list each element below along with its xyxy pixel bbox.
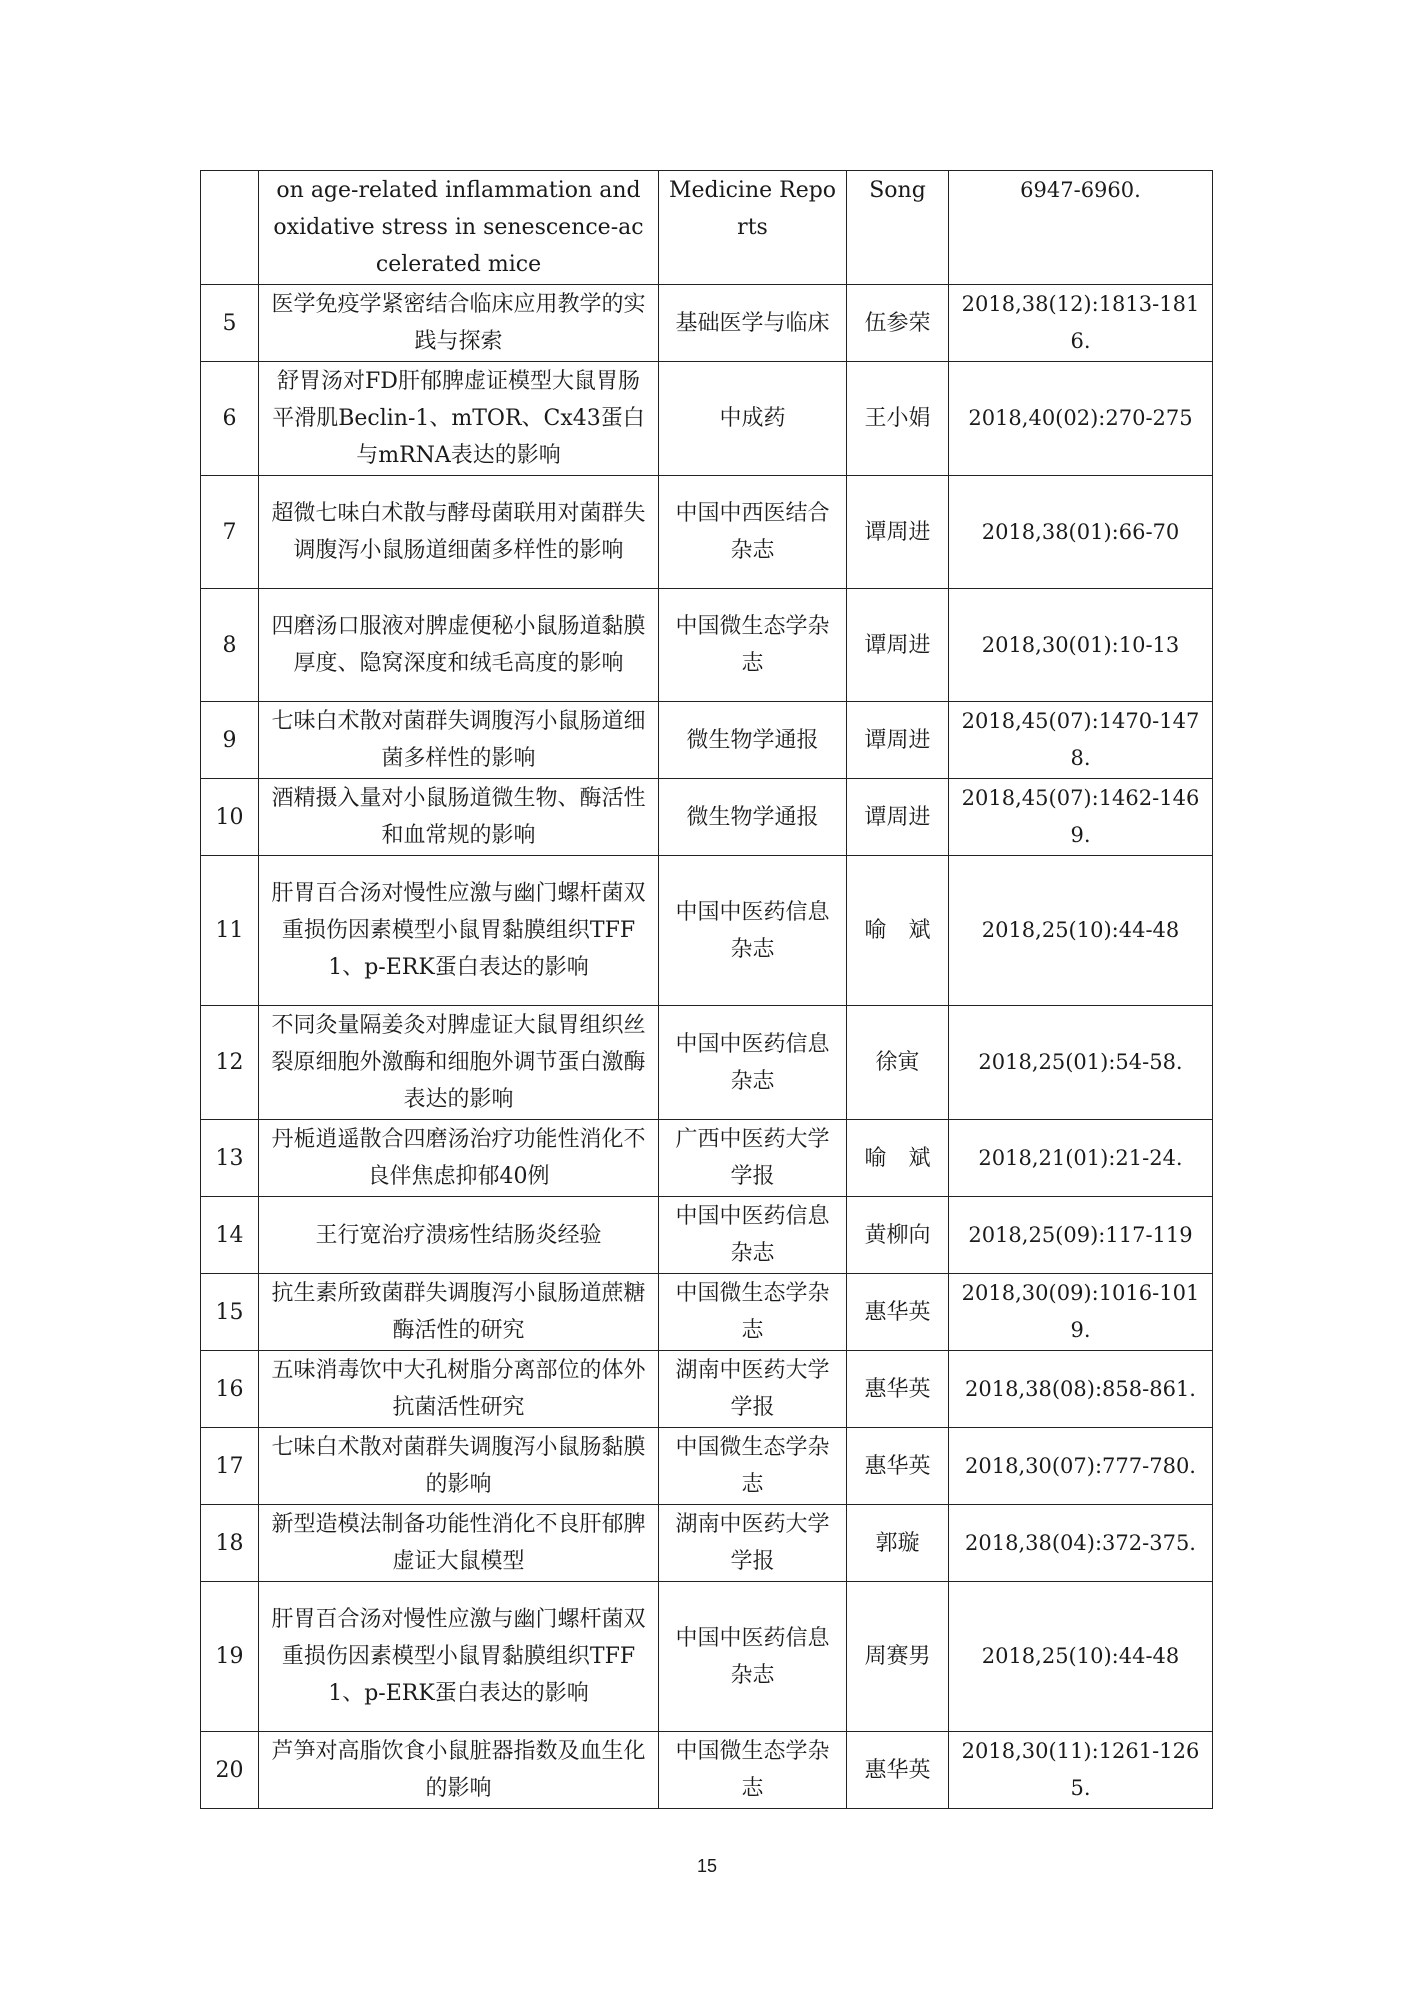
row-number	[201, 171, 259, 285]
citation: 2018,30(07):777-780.	[949, 1428, 1213, 1505]
author-name: 谭周进	[847, 476, 949, 589]
citation: 2018,40(02):270-275	[949, 362, 1213, 476]
page-number: 15	[696, 1856, 718, 1876]
table-row	[201, 285, 1213, 362]
table-row	[201, 1351, 1213, 1428]
paper-title: 酒精摄入量对小鼠肠道微生物、酶活性和血常规的影响	[259, 779, 659, 856]
citation: 2018,30(01):10-13	[949, 589, 1213, 702]
paper-title: 王行宽治疗溃疡性结肠炎经验	[259, 1197, 659, 1274]
journal-name: 中国微生态学杂志	[659, 1732, 847, 1809]
row-number: 9	[201, 702, 259, 779]
author-name: 谭周进	[847, 779, 949, 856]
row-number: 11	[201, 856, 259, 1006]
table-row	[201, 856, 1213, 1006]
journal-name: 湖南中医药大学学报	[659, 1351, 847, 1428]
row-number: 7	[201, 476, 259, 589]
journal-name: Medicine Reports	[659, 171, 847, 285]
paper-title: 不同灸量隔姜灸对脾虚证大鼠胃组织丝裂原细胞外激酶和细胞外调节蛋白激酶表达的影响	[259, 1006, 659, 1120]
table-row	[201, 1006, 1213, 1120]
row-number: 15	[201, 1274, 259, 1351]
row-number: 8	[201, 589, 259, 702]
paper-title: 医学免疫学紧密结合临床应用教学的实践与探索	[259, 285, 659, 362]
row-number: 14	[201, 1197, 259, 1274]
journal-name: 中成药	[659, 362, 847, 476]
table-row	[201, 476, 1213, 589]
table-row	[201, 702, 1213, 779]
citation: 2018,21(01):21-24.	[949, 1120, 1213, 1197]
paper-title: 肝胃百合汤对慢性应激与幽门螺杆菌双重损伤因素模型小鼠胃黏膜组织TFF1、p-ERK蛋白表达的影响	[259, 1582, 659, 1732]
author-name: 谭周进	[847, 589, 949, 702]
author-name: 伍参荣	[847, 285, 949, 362]
table-row	[201, 1274, 1213, 1351]
row-number: 20	[201, 1732, 259, 1809]
table-row	[201, 171, 1213, 285]
paper-title: 五味消毒饮中大孔树脂分离部位的体外抗菌活性研究	[259, 1351, 659, 1428]
journal-name: 中国微生态学杂志	[659, 589, 847, 702]
author-name: 郭璇	[847, 1505, 949, 1582]
row-number: 10	[201, 779, 259, 856]
row-number: 17	[201, 1428, 259, 1505]
journal-name: 中国中医药信息杂志	[659, 1006, 847, 1120]
paper-title: 芦笋对高脂饮食小鼠脏器指数及血生化的影响	[259, 1732, 659, 1809]
citation: 2018,38(01):66-70	[949, 476, 1213, 589]
table-row	[201, 1120, 1213, 1197]
author-name: 惠华英	[847, 1428, 949, 1505]
journal-name: 中国中医药信息杂志	[659, 1582, 847, 1732]
row-number: 13	[201, 1120, 259, 1197]
row-number: 5	[201, 285, 259, 362]
journal-name: 微生物学通报	[659, 779, 847, 856]
author-name: 喻 斌	[847, 1120, 949, 1197]
citation: 2018,25(01):54-58.	[949, 1006, 1213, 1120]
author-name: 周赛男	[847, 1582, 949, 1732]
table-row	[201, 1428, 1213, 1505]
paper-title: 超微七味白术散与酵母菌联用对菌群失调腹泻小鼠肠道细菌多样性的影响	[259, 476, 659, 589]
citation: 2018,30(11):1261-1265.	[949, 1732, 1213, 1809]
paper-title: on age-related inflammation and oxidative stress in senescence-accelerated mice	[259, 171, 659, 285]
citation: 2018,45(07):1470-1478.	[949, 702, 1213, 779]
author-name: Song	[847, 171, 949, 285]
paper-title: 抗生素所致菌群失调腹泻小鼠肠道蔗糖酶活性的研究	[259, 1274, 659, 1351]
journal-name: 中国中医药信息杂志	[659, 1197, 847, 1274]
citation: 6947-6960.	[949, 171, 1213, 285]
journal-name: 中国中西医结合杂志	[659, 476, 847, 589]
table-row	[201, 1732, 1213, 1809]
journal-name: 广西中医药大学学报	[659, 1120, 847, 1197]
row-number: 12	[201, 1006, 259, 1120]
publication-table	[200, 170, 1213, 1809]
author-name: 惠华英	[847, 1351, 949, 1428]
row-number: 18	[201, 1505, 259, 1582]
row-number: 6	[201, 362, 259, 476]
paper-title: 新型造模法制备功能性消化不良肝郁脾虚证大鼠模型	[259, 1505, 659, 1582]
paper-title: 七味白术散对菌群失调腹泻小鼠肠黏膜的影响	[259, 1428, 659, 1505]
author-name: 喻 斌	[847, 856, 949, 1006]
author-name: 徐寅	[847, 1006, 949, 1120]
journal-name: 中国微生态学杂志	[659, 1274, 847, 1351]
paper-title: 四磨汤口服液对脾虚便秘小鼠肠道黏膜厚度、隐窝深度和绒毛高度的影响	[259, 589, 659, 702]
paper-title: 七味白术散对菌群失调腹泻小鼠肠道细菌多样性的影响	[259, 702, 659, 779]
journal-name: 湖南中医药大学学报	[659, 1505, 847, 1582]
paper-title: 肝胃百合汤对慢性应激与幽门螺杆菌双重损伤因素模型小鼠胃黏膜组织TFF1、p-ERK蛋白表达的影响	[259, 856, 659, 1006]
citation: 2018,38(04):372-375.	[949, 1505, 1213, 1582]
citation: 2018,38(08):858-861.	[949, 1351, 1213, 1428]
citation: 2018,25(10):44-48	[949, 856, 1213, 1006]
journal-name: 中国中医药信息杂志	[659, 856, 847, 1006]
paper-title: 丹栀逍遥散合四磨汤治疗功能性消化不良伴焦虑抑郁40例	[259, 1120, 659, 1197]
author-name: 惠华英	[847, 1274, 949, 1351]
citation: 2018,30(09):1016-1019.	[949, 1274, 1213, 1351]
row-number: 19	[201, 1582, 259, 1732]
table-row	[201, 779, 1213, 856]
author-name: 谭周进	[847, 702, 949, 779]
author-name: 惠华英	[847, 1732, 949, 1809]
citation: 2018,38(12):1813-1816.	[949, 285, 1213, 362]
row-number: 16	[201, 1351, 259, 1428]
author-name: 王小娟	[847, 362, 949, 476]
citation: 2018,25(10):44-48	[949, 1582, 1213, 1732]
author-name: 黄柳向	[847, 1197, 949, 1274]
table-row	[201, 1197, 1213, 1274]
table-row	[201, 362, 1213, 476]
table-row	[201, 1505, 1213, 1582]
journal-name: 基础医学与临床	[659, 285, 847, 362]
table-row	[201, 589, 1213, 702]
journal-name: 微生物学通报	[659, 702, 847, 779]
paper-title: 舒胃汤对FD肝郁脾虚证模型大鼠胃肠平滑肌Beclin-1、mTOR、Cx43蛋白与mRNA表达的影响	[259, 362, 659, 476]
citation: 2018,25(09):117-119	[949, 1197, 1213, 1274]
table-row	[201, 1582, 1213, 1732]
journal-name: 中国微生态学杂志	[659, 1428, 847, 1505]
citation: 2018,45(07):1462-1469.	[949, 779, 1213, 856]
